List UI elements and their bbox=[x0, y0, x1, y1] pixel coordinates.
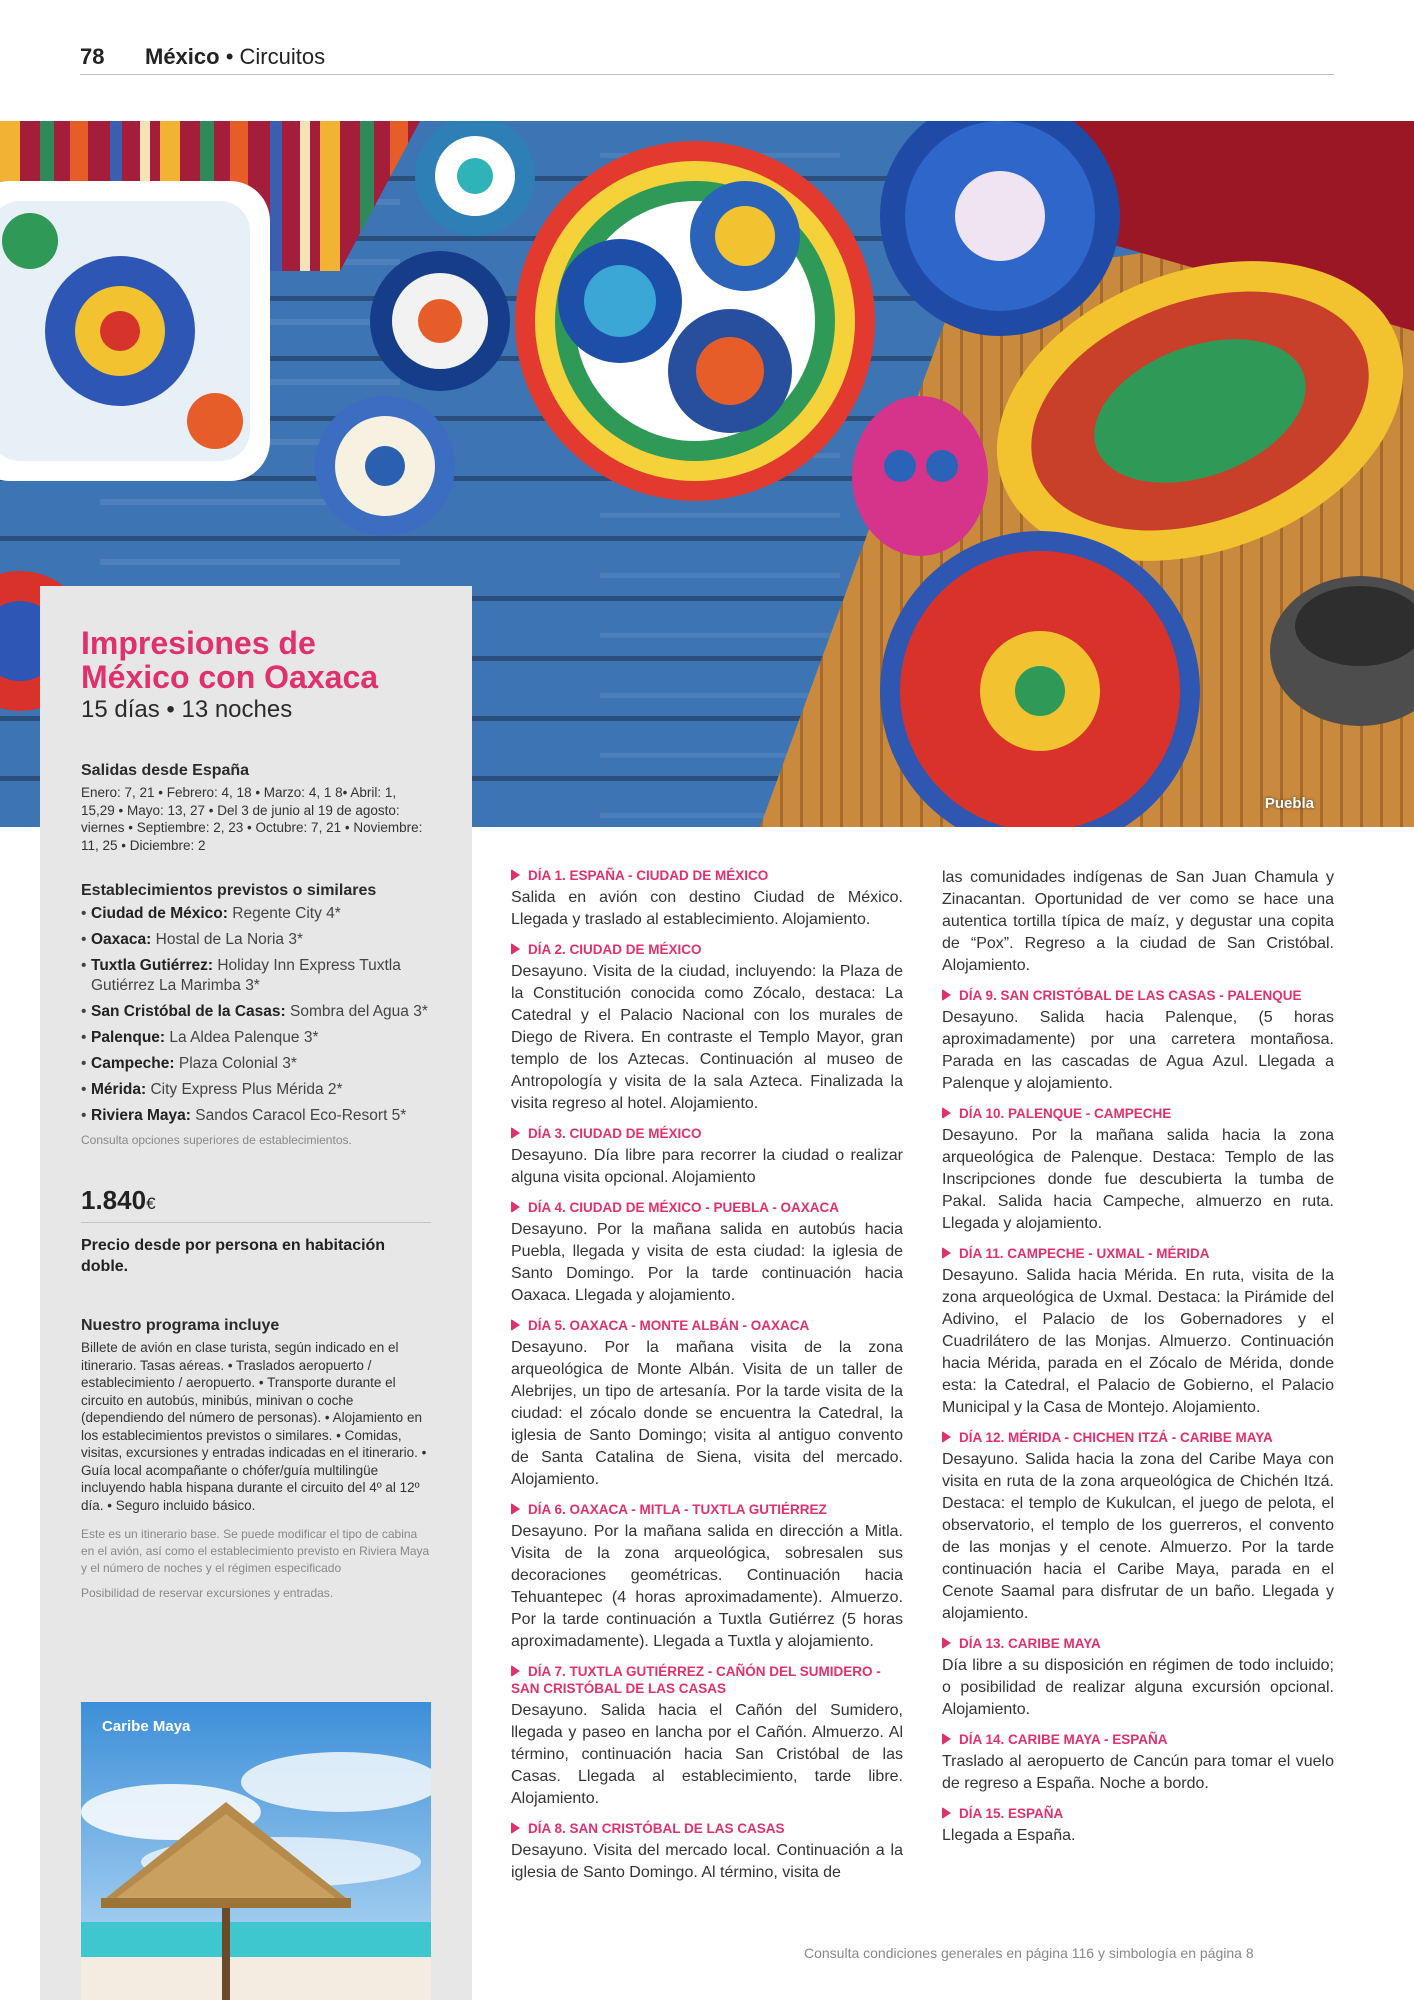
hotels-note: Consulta opciones superiores de establecimientos. bbox=[81, 1133, 352, 1147]
day-text: Desayuno. Por la mañana visita de la zona arqueológica de Monte Albán. Visita de un taller de Alebrijes, un tipo de artesanía. Por la tarde visita de la ciudad: el zócalo donde se encuentra la Catedral, la iglesia de Santo Domingo; visita al antiguo convento de Santa Catalina de Siena, visita del mercado. Alojamiento. bbox=[511, 1339, 903, 1488]
day-item bbox=[511, 1125, 903, 1189]
hotel-item: • Ciudad de México: Regente City 4* bbox=[81, 905, 341, 922]
arrow-icon bbox=[511, 1201, 520, 1213]
day-item bbox=[942, 987, 1334, 1095]
itinerary-column-1 bbox=[511, 867, 903, 1894]
tour-info-panel bbox=[40, 586, 472, 2000]
hero-caption: Puebla bbox=[1264, 795, 1314, 812]
includes-heading: Nuestro programa incluye bbox=[81, 1317, 280, 1334]
itinerary-note: Este es un itinerario base. Se puede modificar el tipo de cabina en el avión, así como el establecimiento previsto en Riviera Maya y el número de noches y el régimen especificado bbox=[81, 1527, 430, 1575]
hotel-item: • San Cristóbal de la Casas: Sombra del Agua 3* bbox=[81, 1003, 428, 1020]
arrow-icon bbox=[942, 1247, 951, 1259]
arrow-icon bbox=[942, 989, 951, 1001]
day-text: Desayuno. Por la mañana salida en dirección a Mitla. Visita de la zona arqueológica, sobresalen sus decoraciones geométricas. Continuación hacia Tehuantepec (4 horas aproximadamente). Almuerzo. Por la tarde continuación a Tuxtla Gutiérrez (5 horas aproximadamente). Llegada a Tuxtla y alojamiento. bbox=[511, 1523, 903, 1650]
day-text: Traslado al aeropuerto de Cancún para tomar el vuelo de regreso a España. Noche a bordo. bbox=[942, 1753, 1334, 1792]
day-text: Desayuno. Día libre para recorrer la ciudad o realizar alguna visita opcional. Alojamiento bbox=[511, 1147, 903, 1186]
day-item bbox=[942, 1731, 1334, 1795]
day-title: DÍA 1. ESPAÑA - CIUDAD DE MÉXICO bbox=[511, 867, 903, 884]
day-item bbox=[942, 1635, 1334, 1721]
arrow-icon bbox=[511, 1319, 520, 1331]
day-item bbox=[511, 1317, 903, 1491]
day-title: DÍA 2. CIUDAD DE MÉXICO bbox=[511, 941, 903, 958]
day-title: DÍA 13. CARIBE MAYA bbox=[942, 1635, 1334, 1652]
beach-photo bbox=[81, 1702, 431, 2000]
footer-note: Consulta condiciones generales en página 116 y simbología en página 8 bbox=[804, 1945, 1254, 1961]
day-continuation bbox=[942, 867, 1334, 977]
departures-heading: Salidas desde España bbox=[81, 762, 250, 779]
price-value: 1.840 bbox=[81, 1185, 147, 1215]
day-item bbox=[511, 1820, 903, 1884]
hotel-item: • Oaxaca: Hostal de La Noria 3* bbox=[81, 931, 303, 948]
day-item bbox=[942, 1805, 1334, 1847]
day-title: DÍA 9. SAN CRISTÓBAL DE LAS CASAS - PALENQUE bbox=[942, 987, 1334, 1004]
itinerary-column-2 bbox=[942, 867, 1334, 1857]
day-title: DÍA 3. CIUDAD DE MÉXICO bbox=[511, 1125, 903, 1142]
arrow-icon bbox=[511, 869, 520, 881]
day-text: Salida en avión con destino Ciudad de México. Llegada y traslado al establecimiento. Alojamiento. bbox=[511, 889, 903, 928]
day-item bbox=[511, 1501, 903, 1653]
arrow-icon bbox=[942, 1807, 951, 1819]
day-text: Desayuno. Salida hacia Mérida. En ruta, visita de la zona arqueológica de Uxmal. Destaca: la Pirámide del Adivino, el Palacio de los Gobernadores y el Cuadrilátero de las Monjas. Almuerzo. Continuación hacia Mérida, parada en el Zócalo de Mérida, donde esta: la Catedral, el Palacio de Gobierno, el Palacio Municipal y la Casa de Montejo. Alojamiento. bbox=[942, 1267, 1334, 1416]
day-text: Desayuno. Salida hacia Palenque, (5 horas aproximadamente) por una carretera montañosa. Parada en las cascadas de Agua Azul. Llegada a Palenque y alojamiento. bbox=[942, 1009, 1334, 1092]
hotel-item: • Campeche: Plaza Colonial 3* bbox=[81, 1055, 297, 1072]
day-text: Desayuno. Salida hacia el Cañón del Sumidero, llegada y paseo en lancha por el Cañón. Almuerzo. Al término, continuación hacia San Cristóbal de las Casas. Llegada al establecimiento, tarde libre. Alojamiento. bbox=[511, 1702, 903, 1807]
subsection-name: Circuitos bbox=[239, 44, 326, 69]
page-section: México • Circuitos bbox=[145, 44, 326, 69]
day-text: Desayuno. Visita de la ciudad, incluyendo: la Plaza de la Constitución conocida como Zócalo, destaca: La Catedral y el Palacio Nacional con los murales de Diego de Rivera. En contraste el Templo Mayor, gran templo de los Aztecas. Continuación al museo de Antropología y visita de la sala Azteca. Finalizada la visita regreso al hotel. Alojamiento. bbox=[511, 963, 903, 1112]
day-text: Desayuno. Por la mañana salida en autobús hacia Puebla, llegada y visita de esta ciudad: la iglesia de Santo Domingo. Por la tarde continuación hacia Oaxaca. Llegada y alojamiento. bbox=[511, 1221, 903, 1304]
day-item bbox=[942, 1429, 1334, 1625]
tour-title: Impresiones de México con Oaxaca bbox=[81, 625, 379, 695]
day-text: Llegada a España. bbox=[942, 1827, 1076, 1844]
day-title: DÍA 7. TUXTLA GUTIÉRREZ - CAÑÓN DEL SUMIDERO - SAN CRISTÓBAL DE LAS CASAS bbox=[511, 1664, 881, 1696]
day-title: DÍA 5. OAXACA - MONTE ALBÁN - OAXACA bbox=[511, 1317, 903, 1334]
arrow-icon bbox=[511, 943, 520, 955]
page-header bbox=[80, 44, 1334, 75]
day-text: las comunidades indígenas de San Juan Chamula y Zinacantan. Oportunidad de ver como se hace una autentica tortilla típica de maíz, y degustar una copita de “Pox”. Regreso a la ciudad de San Cristóbal. Alojamiento. bbox=[942, 869, 1334, 974]
day-item bbox=[511, 941, 903, 1115]
day-title: DÍA 12. MÉRIDA - CHICHEN ITZÁ - CARIBE MAYA bbox=[942, 1429, 1334, 1446]
tour-info-content bbox=[81, 626, 431, 1602]
price-currency: € bbox=[146, 1194, 156, 1213]
day-title: DÍA 11. CAMPECHE - UXMAL - MÉRIDA bbox=[942, 1245, 1334, 1262]
day-title: DÍA 14. CARIBE MAYA - ESPAÑA bbox=[942, 1731, 1334, 1748]
hotels-heading: Establecimientos previstos o similares bbox=[81, 882, 377, 899]
day-title: DÍA 15. ESPAÑA bbox=[942, 1805, 1334, 1822]
price-description: Precio desde por persona en habitación doble. bbox=[81, 1237, 386, 1275]
day-text: Desayuno. Por la mañana salida hacia la zona arqueológica de Palenque. Destaca: Templo de las Inscripciones donde fue descubierta la tumba de Pakal. Salida hacia Campeche, almuerzo en ruta. Llegada y alojamiento. bbox=[942, 1127, 1334, 1232]
hotel-item: • Mérida: City Express Plus Mérida 2* bbox=[81, 1081, 343, 1098]
day-title: DÍA 8. SAN CRISTÓBAL DE LAS CASAS bbox=[511, 1820, 903, 1837]
day-text: Día libre a su disposición en régimen de todo incluido; o posibilidad de realizar alguna excursión opcional. Alojamiento. bbox=[942, 1657, 1334, 1718]
departures-text: Enero: 7, 21 • Febrero: 4, 18 • Marzo: 4, 1 8• Abril: 1, 15,29 • Mayo: 13, 27 • Del 3 de junio al 19 de agosto: viernes • Septiembre: 2, 23 • Octubre: 7, 21 • Noviembre: 11, 25 • Diciembre: 2 bbox=[81, 785, 423, 853]
arrow-icon bbox=[942, 1637, 951, 1649]
beach-umbrella-photo bbox=[81, 1702, 431, 2000]
day-text: Desayuno. Salida hacia la zona del Caribe Maya con visita en ruta de la zona arqueológica de Chichén Itzá. Destaca: el templo de Kukulcan, el juego de pelota, el observatorio, el templo de los guerreros, el convento de las monjas y el cenote. Almuerzo. Por la tarde continuación hacia el Caribe Maya, parada en el Cenote Saamal para disfrutar de un baño. Llegada y alojamiento. bbox=[942, 1451, 1334, 1622]
tour-duration: 15 días • 13 noches bbox=[81, 696, 293, 723]
day-item bbox=[511, 867, 903, 931]
price bbox=[81, 1185, 431, 1223]
day-item bbox=[942, 1245, 1334, 1419]
includes-text: Billete de avión en clase turista, según indicado en el itinerario. Tasas aéreas. • Traslados aeropuerto / establecimiento / aeropuerto. • Transporte durante el circuito en autobús, minibús, minivan o coche (dependiendo del número de personas). • Alojamiento en los establecimientos previstos o similares. • Comidas, visitas, excursiones y entradas indicadas en el itinerario. • Guía local acompañante o chófer/guía multilingüe incluyendo habla hispana durante el circuito del 4º al 12º día. • Seguro incluido básico. bbox=[81, 1340, 427, 1513]
arrow-icon bbox=[511, 1503, 520, 1515]
arrow-icon bbox=[511, 1822, 520, 1834]
hotel-item: • Palenque: La Aldea Palenque 3* bbox=[81, 1029, 319, 1046]
hotels-list bbox=[81, 904, 431, 1126]
arrow-icon bbox=[511, 1665, 520, 1677]
day-item bbox=[511, 1199, 903, 1307]
page-number: 78 bbox=[80, 44, 105, 69]
excursions-note: Posibilidad de reservar excursiones y entradas. bbox=[81, 1586, 334, 1600]
arrow-icon bbox=[942, 1431, 951, 1443]
hotel-item: • Riviera Maya: Sandos Caracol Eco-Resort 5* bbox=[81, 1107, 407, 1124]
day-title: DÍA 4. CIUDAD DE MÉXICO - PUEBLA - OAXACA bbox=[511, 1199, 903, 1216]
day-title: DÍA 6. OAXACA - MITLA - TUXTLA GUTIÉRREZ bbox=[511, 1501, 903, 1518]
arrow-icon bbox=[942, 1107, 951, 1119]
day-item bbox=[511, 1663, 903, 1810]
hotel-item: • Tuxtla Gutiérrez: Holiday Inn Express Tuxtla Gutiérrez La Marimba 3* bbox=[81, 957, 401, 994]
arrow-icon bbox=[511, 1127, 520, 1139]
day-item bbox=[942, 1105, 1334, 1235]
beach-caption: Caribe Maya bbox=[102, 1718, 191, 1735]
arrow-icon bbox=[942, 1733, 951, 1745]
day-text: Desayuno. Visita del mercado local. Continuación a la iglesia de Santo Domingo. Al término, visita de bbox=[511, 1842, 903, 1881]
day-title: DÍA 10. PALENQUE - CAMPECHE bbox=[942, 1105, 1334, 1122]
section-name: México bbox=[145, 44, 220, 69]
